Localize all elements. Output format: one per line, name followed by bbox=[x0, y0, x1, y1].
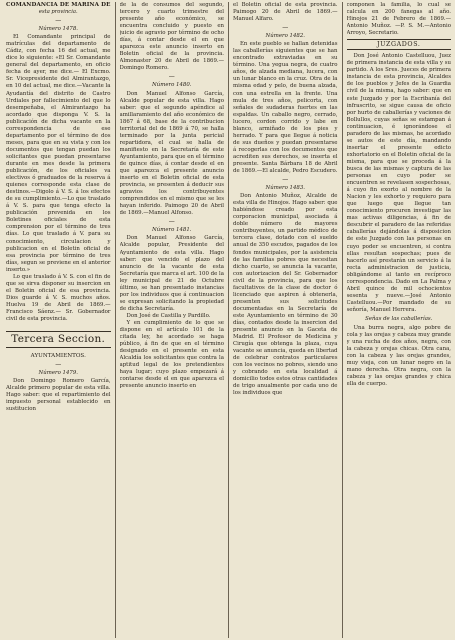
notice-number-1483: Número 1483. bbox=[265, 185, 305, 192]
notice-1480-body: Don Manuel Alfonso García, Alcalde popular de esta villa. Hago saber: que el segundo apéndice al amillaramiento del año económico de 1867 á 68, base de la contribucion territorial del de 1869 á 70, se halla terminado por la junta pericial repartidora, el cual se halla de manifiesto en la Secretaría de este Ayuntamiento, para que en el término de quince días, á contar desde el en que aparezca el presente anuncio inserto en el Boletin oficial de esta provincia, se presenten á deducir sus agravios los contribuyentes comprendidos en el mismo que se les hayan inferido. Paimogo 20 de Abril de 1869.—Manuel Alfonso. bbox=[119, 90, 224, 217]
notice-1481-body: Don Manuel Alfonso García, Alcalde popular, Presidente del Ayuntamiento de esta villa. Hago saber: que vencido el plazo del anuncio de la vacante de esta Secretaría que marca el art. 100 de la ley municipal de 21 de Octubre último, se han presentado instancias por los individuos que á continuacion se expresan solicitando la propiedad de dicha Secretaría. bbox=[119, 235, 224, 312]
horse-description-body: Una burra negra, algo pobre de cola y las orejas y cabeza muy grande y una rucha de dos años, negra, con la cabeza y orejas chicas. Otra cana, con la cabeza y las orejas grandes, muy vieja, con un lunar negro en la mano derecha. Otra negra, con la cabeza y las orejas grandes y chica ella de cuerpo. bbox=[346, 325, 451, 388]
notice-1481-end: el Boletin oficial de esta provincia. Paimogo 20 de Abril de 1869.—Manuel Alfaro. bbox=[233, 2, 338, 23]
notice-1478-body: El Comandante principal de matrículas del departamento de Cádiz, con fecha 16 del actual, me dice lo siguiente: «El Sr. Comandante general del departamento, en oficio fecha de ayer, me dice.— El Excmo. Sr. Vicepresidente del Almirantazgo, en 10 del actual, me dice.—Vacante la Ayudantía del distrito de Castro Urdiales por fallecimiento del que lo desempeñaba, el Almirantazgo ha acordado que disponga V. S. la publicación de dicha vacante en la correspondencia de ese departamento por el término de dos meses, para que en su vista y con los documentos que tengan puedan los solicitantes que puedan presentarse durante en mes desde la primera publicación, de los oficiales va electivos ó graduados de la reserva á quienes corresponde esta clase de destinos.—Digolo á V. S. á los efectos de su cumplimiento.—Lo que traslado á V. S. para que tenga efecto la publicación prevenida en los Boletines oficiales de esta comprension por el término de tres días. Lo que traslado á V. para su conocimiento, circulacion y publicacion en el Boletin oficial de esa provincia por término de tres días, segun se previene en el anterior inserto.» bbox=[6, 34, 111, 273]
notice-number-1482: Número 1482. bbox=[265, 33, 305, 40]
notice-1483-body: Don Antonio Muñoz, Alcalde de esta villa de Hinojos. Hago saber: que habiéndose creado por esta corporacion municipal, asociada á doble número de mayores contribuyentes, un partido médico de tercera clase, dotado con el sueldo anual de 350 escudos, pagados de los fondos municipales, por la asistencia de las familias pobres que necesitan dicho cuarto, se anuncia la vacante, con autorizacion del Sr. Gobernador civil de la provincia, para que los facultativos de la clase de doctor ó licenciado que aspiren á obtenerla, presenten sus solicitudes documentadas en la Secretaría de este Ayuntamiento en término de 30 días, contados desde la insercion del presente anuncio en la Gaceta de Madrid. El Profesor de Medicina y Cirugía que obtenga la plaza, cuya vacante se anuncia, queda en libertad de celebrar contratos particulares con los vecinos no pobres, siendo uno y cobrando en esta localidad á domicilio todos estos otras cantidades de trigo anualmente por cada uno de los individuos que bbox=[233, 193, 338, 397]
notice-1481-applicant: Don José de Castilla y Pardillo. bbox=[126, 312, 211, 319]
column-2 bbox=[120, 2, 225, 640]
notice-number-1481: Número 1481. bbox=[152, 227, 192, 234]
separator: — bbox=[282, 176, 289, 184]
juzgado-edict-body: Don José Antonio Castelluou, Juez de primera instancia de esta villa y su partido. A los Sres. Jueces de primera instancia de esta provincia, Alcaldes de los pueblos y Jefes de la Guardia civil de la misma, hago saber: que en este Juzgado y por la Escribanía del infrascrito, se sigue causa de oficio por hurto de caballerías y vaciones de Bollullos, cuyas señas se estampan á continuacion, é ignorándose el paradero de las mismas, he acordado se autos de este día, mandando insertar el presente edicto exhortatorio en el Boletin oficial de la misma, para que se proceda á la busca de las mismas y captura de las personas en cuyo poder se encuentren se revelasen sospechosas, á cuyo fin exorto al nombre de la Nacion y les exhorto y requiero para que luego que llegue tan conocimiento procuren investigar las mas activas diligencias, á fin de descubrir el paradero de las referidas caballerías dejándolas á disposicion de este Juzgado con las personas en cuyo poder se encuentren, si contra ellas resultan sospechas; pues de hacerlo así prestarán un servicio á la recta administracion de justicia, obligándome al tanto en recíproco correspondencia. Dado en La Palma y Abril quince de mil ochocientos sesenta y nueve.—José Antonio Castelluou.—Por mandado de su señoría, Manuel Herrera. bbox=[346, 53, 451, 313]
notice-1479-body: Don Domingo Romero García, Alcalde primero popular de esta villa. Hago saber: que el repartimiento del impuesto personal establecido en sustitucion bbox=[6, 378, 111, 413]
notice-1479-continued: de la de consumos del segundo, tercero y cuarto trimestre del presente año económico, se encuentra concluido y puesto en juicio de agravio por término de ocho días, á contar desde el en que aparezca este anuncio inserto en Boletin oficial de la provincia. Almonaster 20 de Abril de 1869.—Domingo Romero. bbox=[119, 2, 224, 72]
separator: — bbox=[55, 361, 62, 369]
horse-description-heading: Señas de las caballerías. bbox=[365, 315, 433, 322]
separator: — bbox=[168, 218, 175, 226]
juzgados-heading: JUZGADOS. bbox=[347, 39, 452, 50]
column-rule bbox=[342, 2, 343, 638]
notice-1483-end: componen la familia, lo cual se calcula en 200 fanegas al año. Hinojos 21 de Febrero de 1869.—Antonio Muñoz. —P. S. M.—Antonio Arroyo, Secretario. bbox=[346, 2, 451, 37]
notice-number-1480: Número 1480. bbox=[152, 82, 192, 89]
column-3 bbox=[233, 2, 338, 640]
notice-number-1479: Número 1479. bbox=[38, 370, 78, 377]
marina-header: COMANDANCIA DE MARINA DE bbox=[6, 2, 111, 8]
notice-1481-continued: Y en cumplimiento de lo que se dispone en el artículo 101 de la citada ley, he acordado se haga público, á fin de que en el término designado en el presente en esta Alcaldía los solicitantes que contra la aptitud legal de los pretendientes haya lugar; cuyo plazo empezará á contarse desde el en que aparezca el presente anuncio inserto en bbox=[119, 319, 224, 390]
notice-number-1478: Número 1478. bbox=[38, 26, 78, 33]
column-1 bbox=[6, 2, 111, 640]
notice-1482-body: En este pueblo se hallan detenidas las caballerías siguientes que se han encontrado extraviadas en su término. Una yegua negra, de cuatro años, de alzada mediana, lucera, con un lunar blanco en la cruz. Otra de la misma edad y pelo, de buena alzada, con una estrella en la frente. Una mula de tres años, pelicorta, con señales de sudaderas fuertes en las espaldas. Un caballo negro, cerrado, lucero, cordon corrido y labe en blanco, armiñado de los pies y herrado. Y para que llegue á noticia de sus dueños y puedan presentarse á recogerlas con los documentos que acrediten sus derechos, se inserta el presente. Santa Bárbara 18 de Abril de 1869.—El alcalde, Pedro Escudero. bbox=[233, 41, 338, 175]
column-rule bbox=[115, 2, 116, 638]
marina-subheader: esta provincia. bbox=[38, 9, 78, 16]
ayuntamientos-heading: AYUNTAMIENTOS. bbox=[30, 353, 86, 360]
separator: — bbox=[168, 73, 175, 81]
separator: — bbox=[55, 17, 62, 25]
separator: — bbox=[282, 24, 289, 32]
column-rule bbox=[228, 2, 229, 638]
notice-1478-closing: Lo que traslado á V. S. con el fin de que se sirva disponer su insercion en el Boletin oficial de esa provincia. Dios guarde á V. S. muchos años. Huelva 19 de Abril de 1869.—Francisco Sáenz.— Sr. Gobernador civil de esta provincia. bbox=[6, 273, 111, 323]
column-4 bbox=[347, 2, 452, 640]
section-title: Tercera Seccion. bbox=[6, 331, 111, 348]
